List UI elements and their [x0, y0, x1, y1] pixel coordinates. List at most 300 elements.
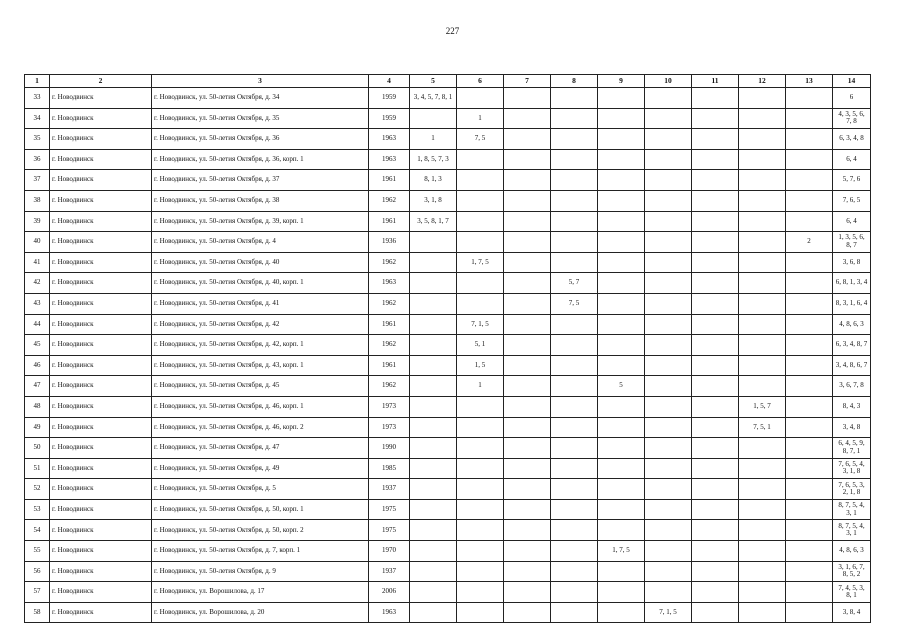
table-cell: [692, 561, 739, 582]
table-cell: [692, 479, 739, 500]
table-cell: [598, 582, 645, 603]
table-cell: [504, 293, 551, 314]
table-cell: [598, 438, 645, 459]
table-cell: 4, 8, 6, 3: [833, 541, 871, 562]
header-row: [25, 75, 871, 88]
table-cell: [457, 293, 504, 314]
table-row: [25, 520, 871, 541]
data-table: [24, 74, 871, 623]
table-cell: [786, 479, 833, 500]
table-cell: [504, 335, 551, 356]
table-cell: [504, 458, 551, 479]
table-cell: 5, 1: [457, 335, 504, 356]
table-cell: [551, 520, 598, 541]
table-cell: [551, 149, 598, 170]
column-header: 8: [551, 75, 598, 88]
table-cell: г. Новодвинск: [50, 149, 152, 170]
table-cell: [692, 190, 739, 211]
table-cell: г. Новодвинск, ул. 50-летия Октября, д. 37: [152, 170, 369, 191]
table-cell: 1961: [369, 170, 410, 191]
table-cell: [504, 170, 551, 191]
table-cell: [504, 314, 551, 335]
table-cell: [551, 129, 598, 150]
table-row: [25, 602, 871, 623]
table-cell: г. Новодвинск: [50, 335, 152, 356]
table-cell: [692, 602, 739, 623]
table-cell: 1, 3, 5, 6, 8, 7: [833, 232, 871, 253]
column-header: 1: [25, 75, 50, 88]
table-cell: 3, 5, 8, 1, 7: [410, 211, 457, 232]
table-cell: [598, 293, 645, 314]
table-body: [25, 88, 871, 623]
table-cell: 4, 8, 6, 3: [833, 314, 871, 335]
table-cell: [504, 149, 551, 170]
table-cell: [786, 458, 833, 479]
table-cell: [410, 438, 457, 459]
table-cell: [504, 499, 551, 520]
table-row: [25, 561, 871, 582]
table-cell: 53: [25, 499, 50, 520]
table-cell: г. Новодвинск: [50, 479, 152, 500]
table-cell: [598, 88, 645, 109]
table-cell: [598, 499, 645, 520]
table-cell: 5, 7, 6: [833, 170, 871, 191]
table-cell: 33: [25, 88, 50, 109]
table-cell: [739, 88, 786, 109]
table-cell: [786, 520, 833, 541]
table-cell: [645, 582, 692, 603]
table-cell: 8, 4, 3: [833, 396, 871, 417]
table-cell: 1962: [369, 190, 410, 211]
table-cell: 58: [25, 602, 50, 623]
table-cell: 1961: [369, 314, 410, 335]
table-cell: 51: [25, 458, 50, 479]
table-cell: [739, 458, 786, 479]
table-cell: [410, 273, 457, 294]
table-cell: [692, 252, 739, 273]
table-cell: г. Новодвинск, ул. 50-летия Октября, д. 34: [152, 88, 369, 109]
table-cell: [739, 582, 786, 603]
table-cell: 1963: [369, 149, 410, 170]
table-cell: [457, 88, 504, 109]
table-cell: [598, 314, 645, 335]
table-cell: [504, 541, 551, 562]
table-cell: 37: [25, 170, 50, 191]
table-cell: [457, 396, 504, 417]
table-cell: 1961: [369, 211, 410, 232]
column-header: 5: [410, 75, 457, 88]
table-cell: [692, 376, 739, 397]
table-cell: [410, 232, 457, 253]
table-cell: [692, 293, 739, 314]
column-header: 2: [50, 75, 152, 88]
table-cell: [645, 541, 692, 562]
table-cell: 1963: [369, 129, 410, 150]
table-cell: [645, 252, 692, 273]
table-cell: [504, 355, 551, 376]
table-cell: г. Новодвинск: [50, 232, 152, 253]
table-cell: [739, 252, 786, 273]
table-cell: [457, 190, 504, 211]
table-cell: 36: [25, 149, 50, 170]
column-header: 13: [786, 75, 833, 88]
table-cell: 1937: [369, 479, 410, 500]
table-cell: [504, 479, 551, 500]
table-cell: 1: [457, 108, 504, 129]
table-cell: [645, 149, 692, 170]
table-cell: [551, 355, 598, 376]
table-cell: [786, 273, 833, 294]
table-cell: 1975: [369, 499, 410, 520]
table-cell: [645, 190, 692, 211]
table-cell: [739, 211, 786, 232]
table-cell: [598, 273, 645, 294]
table-cell: [410, 561, 457, 582]
table-cell: [645, 129, 692, 150]
table-row: [25, 232, 871, 253]
table-cell: 1963: [369, 273, 410, 294]
table-cell: [786, 376, 833, 397]
table-cell: [645, 273, 692, 294]
table-cell: 55: [25, 541, 50, 562]
table-row: [25, 396, 871, 417]
table-cell: 46: [25, 355, 50, 376]
table-cell: 3, 6, 8: [833, 252, 871, 273]
table-cell: [645, 561, 692, 582]
table-cell: 1, 5: [457, 355, 504, 376]
table-cell: 7, 1, 5: [645, 602, 692, 623]
table-cell: [692, 211, 739, 232]
table-row: [25, 252, 871, 273]
table-cell: [504, 190, 551, 211]
page-number: 227: [445, 26, 460, 36]
table-cell: [786, 561, 833, 582]
table-cell: [786, 396, 833, 417]
table-cell: г. Новодвинск: [50, 314, 152, 335]
table-cell: [692, 335, 739, 356]
table-cell: [692, 541, 739, 562]
table-cell: [598, 396, 645, 417]
table-cell: [739, 190, 786, 211]
table-cell: г. Новодвинск, ул. 50-летия Октября, д. 40: [152, 252, 369, 273]
table-cell: [410, 479, 457, 500]
table-cell: [598, 129, 645, 150]
table-cell: г. Новодвинск, ул. 50-летия Октября, д. 42: [152, 314, 369, 335]
table-cell: г. Новодвинск: [50, 293, 152, 314]
table-cell: 3, 4, 8: [833, 417, 871, 438]
table-cell: [551, 314, 598, 335]
table-cell: [692, 438, 739, 459]
table-cell: 7, 6, 5, 4, 3, 1, 8: [833, 458, 871, 479]
table-cell: [645, 520, 692, 541]
table-cell: [645, 458, 692, 479]
table-cell: [410, 396, 457, 417]
table-cell: 41: [25, 252, 50, 273]
table-cell: г. Новодвинск, ул. 50-летия Октября, д. 46, корп. 1: [152, 396, 369, 417]
table-cell: г. Новодвинск, ул. 50-летия Октября, д. 7, корп. 1: [152, 541, 369, 562]
column-header: 12: [739, 75, 786, 88]
table-cell: 42: [25, 273, 50, 294]
table-cell: г. Новодвинск: [50, 252, 152, 273]
table-cell: [739, 314, 786, 335]
table-cell: [786, 108, 833, 129]
table-cell: 1, 8, 5, 7, 3: [410, 149, 457, 170]
table-cell: г. Новодвинск, ул. 50-летия Октября, д. 50, корп. 1: [152, 499, 369, 520]
table-cell: [551, 335, 598, 356]
table-cell: [410, 355, 457, 376]
table-cell: [410, 108, 457, 129]
table-cell: [692, 582, 739, 603]
table-cell: [692, 499, 739, 520]
table-cell: 35: [25, 129, 50, 150]
table-cell: г. Новодвинск: [50, 417, 152, 438]
table-cell: [551, 417, 598, 438]
table-cell: 7, 5: [457, 129, 504, 150]
table-cell: 56: [25, 561, 50, 582]
table-cell: 54: [25, 520, 50, 541]
table-cell: [551, 602, 598, 623]
table-cell: [457, 149, 504, 170]
table-row: [25, 108, 871, 129]
table-cell: [786, 417, 833, 438]
table-cell: [551, 582, 598, 603]
table-cell: [786, 211, 833, 232]
table-cell: [551, 190, 598, 211]
table-cell: [786, 129, 833, 150]
table-cell: [551, 211, 598, 232]
column-header: 6: [457, 75, 504, 88]
table-cell: [504, 520, 551, 541]
table-cell: [504, 602, 551, 623]
table-cell: [551, 561, 598, 582]
table-cell: г. Новодвинск: [50, 108, 152, 129]
table-cell: [598, 335, 645, 356]
table-cell: [739, 355, 786, 376]
table-cell: г. Новодвинск, ул. 50-летия Октября, д. 40, корп. 1: [152, 273, 369, 294]
table-cell: 7, 4, 5, 3, 8, 1: [833, 582, 871, 603]
table-cell: [645, 355, 692, 376]
table-cell: 8, 3, 1, 6, 4: [833, 293, 871, 314]
table-cell: г. Новодвинск: [50, 190, 152, 211]
table-cell: [504, 273, 551, 294]
table-cell: г. Новодвинск, ул. 50-летия Октября, д. 49: [152, 458, 369, 479]
table-cell: [739, 438, 786, 459]
table-cell: [410, 541, 457, 562]
table-cell: [739, 232, 786, 253]
table-cell: [739, 561, 786, 582]
table-cell: 1990: [369, 438, 410, 459]
table-row: [25, 499, 871, 520]
table-cell: [598, 458, 645, 479]
table-cell: 1959: [369, 108, 410, 129]
table-cell: [739, 602, 786, 623]
table-cell: [457, 273, 504, 294]
table-cell: [551, 396, 598, 417]
table-cell: г. Новодвинск, ул. 50-летия Октября, д. 46, корп. 2: [152, 417, 369, 438]
table-cell: г. Новодвинск, ул. 50-летия Октября, д. 9: [152, 561, 369, 582]
table-cell: 1, 5, 7: [739, 396, 786, 417]
table-cell: [457, 232, 504, 253]
table-cell: 4, 3, 5, 6, 7, 8: [833, 108, 871, 129]
table-cell: 1962: [369, 376, 410, 397]
table-cell: г. Новодвинск, ул. 50-летия Октября, д. 4: [152, 232, 369, 253]
table-cell: [739, 541, 786, 562]
table-cell: [645, 232, 692, 253]
table-row: [25, 458, 871, 479]
table-cell: 43: [25, 293, 50, 314]
table-row: [25, 149, 871, 170]
table-cell: [551, 232, 598, 253]
table-cell: [645, 335, 692, 356]
table-cell: [645, 396, 692, 417]
table-cell: [692, 396, 739, 417]
table-cell: [692, 417, 739, 438]
table-cell: [457, 458, 504, 479]
table-cell: [739, 479, 786, 500]
table-cell: г. Новодвинск: [50, 458, 152, 479]
table-cell: 1973: [369, 417, 410, 438]
table-cell: 50: [25, 438, 50, 459]
table-cell: 7, 6, 5: [833, 190, 871, 211]
table-cell: 8, 7, 5, 4, 3, 1: [833, 520, 871, 541]
table-cell: 3, 1, 6, 7, 8, 5, 2: [833, 561, 871, 582]
table-cell: 57: [25, 582, 50, 603]
table-cell: [786, 602, 833, 623]
table-cell: г. Новодвинск, ул. 50-летия Октября, д. 36: [152, 129, 369, 150]
table-cell: [786, 170, 833, 191]
column-header: 3: [152, 75, 369, 88]
table-cell: 1, 7, 5: [457, 252, 504, 273]
table-cell: г. Новодвинск, ул. 50-летия Октября, д. 38: [152, 190, 369, 211]
table-cell: [457, 211, 504, 232]
table-cell: [786, 438, 833, 459]
table-cell: [645, 479, 692, 500]
table-cell: [739, 149, 786, 170]
table-cell: [739, 108, 786, 129]
table-cell: [504, 396, 551, 417]
table-cell: [410, 582, 457, 603]
table-cell: [645, 108, 692, 129]
table-cell: [645, 314, 692, 335]
table-cell: [645, 170, 692, 191]
table-cell: 2: [786, 232, 833, 253]
table-cell: г. Новодвинск: [50, 355, 152, 376]
table-cell: [504, 417, 551, 438]
table-cell: 7, 5, 1: [739, 417, 786, 438]
table-cell: [551, 499, 598, 520]
table-cell: [457, 561, 504, 582]
table-cell: [692, 314, 739, 335]
table-cell: [504, 582, 551, 603]
table-cell: 3, 1, 8: [410, 190, 457, 211]
table-row: [25, 170, 871, 191]
table-header: [25, 75, 871, 88]
table-cell: [739, 129, 786, 150]
table-cell: [598, 355, 645, 376]
table-cell: [504, 129, 551, 150]
table-row: [25, 335, 871, 356]
table-cell: г. Новодвинск, ул. 50-летия Октября, д. 50, корп. 2: [152, 520, 369, 541]
table-cell: [645, 376, 692, 397]
table-cell: г. Новодвинск: [50, 88, 152, 109]
table-cell: [598, 561, 645, 582]
table-cell: г. Новодвинск, ул. 50-летия Октября, д. 36, корп. 1: [152, 149, 369, 170]
table-cell: г. Новодвинск, ул. Ворошилова, д. 20: [152, 602, 369, 623]
table-cell: [786, 88, 833, 109]
table-cell: 5: [598, 376, 645, 397]
table-cell: [504, 252, 551, 273]
table-cell: 6, 8, 1, 3, 4: [833, 273, 871, 294]
table-cell: [410, 252, 457, 273]
table-cell: 1963: [369, 602, 410, 623]
table-cell: г. Новодвинск: [50, 602, 152, 623]
table-cell: [504, 561, 551, 582]
column-header: 10: [645, 75, 692, 88]
table-row: [25, 479, 871, 500]
column-header: 4: [369, 75, 410, 88]
table-cell: [410, 314, 457, 335]
table-cell: 3, 4, 8, 6, 7: [833, 355, 871, 376]
table-cell: [598, 149, 645, 170]
table-cell: г. Новодвинск, ул. 50-летия Октября, д. 47: [152, 438, 369, 459]
table-cell: 1, 7, 5: [598, 541, 645, 562]
table-cell: 7, 5: [551, 293, 598, 314]
table-cell: [457, 499, 504, 520]
table-cell: [739, 520, 786, 541]
table-cell: [786, 335, 833, 356]
table-cell: [598, 252, 645, 273]
table-cell: 47: [25, 376, 50, 397]
table-cell: 6, 4: [833, 149, 871, 170]
table-cell: 3, 8, 4: [833, 602, 871, 623]
table-cell: [786, 293, 833, 314]
table-cell: [645, 499, 692, 520]
table-cell: [786, 582, 833, 603]
table-cell: [410, 520, 457, 541]
table-cell: 6, 3, 4, 8, 7: [833, 335, 871, 356]
table-cell: г. Новодвинск, ул. 50-летия Октября, д. 43, корп. 1: [152, 355, 369, 376]
table-cell: г. Новодвинск: [50, 170, 152, 191]
table-cell: г. Новодвинск: [50, 211, 152, 232]
table-cell: [786, 355, 833, 376]
table-cell: [410, 293, 457, 314]
table-cell: [504, 88, 551, 109]
table-cell: 1973: [369, 396, 410, 417]
table-cell: г. Новодвинск: [50, 561, 152, 582]
table-cell: [645, 88, 692, 109]
table-cell: [692, 458, 739, 479]
table-cell: 6: [833, 88, 871, 109]
table-cell: 3, 6, 7, 8: [833, 376, 871, 397]
table-cell: [457, 541, 504, 562]
table-cell: [645, 417, 692, 438]
table-cell: [692, 273, 739, 294]
table-cell: 1962: [369, 293, 410, 314]
table-cell: 1936: [369, 232, 410, 253]
table-cell: г. Новодвинск: [50, 520, 152, 541]
table-cell: [786, 252, 833, 273]
table-cell: [692, 232, 739, 253]
table-cell: [739, 293, 786, 314]
table-cell: 49: [25, 417, 50, 438]
table-cell: г. Новодвинск: [50, 582, 152, 603]
table-cell: [457, 520, 504, 541]
table-cell: [410, 335, 457, 356]
column-header: 14: [833, 75, 871, 88]
table-cell: 1975: [369, 520, 410, 541]
table-cell: [457, 582, 504, 603]
table-cell: [551, 541, 598, 562]
